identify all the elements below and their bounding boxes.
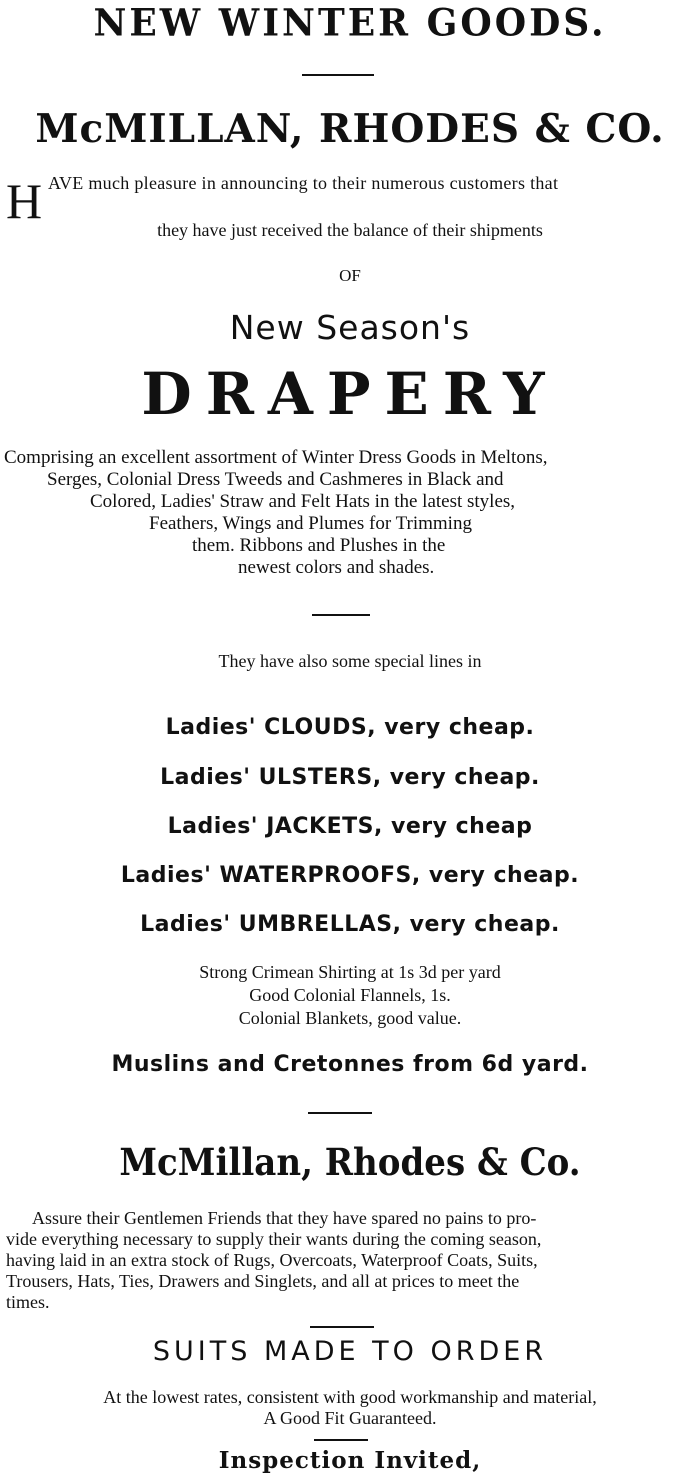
- drapery-title: DRAPERY: [141, 360, 559, 428]
- intro-line-1-text: AVE much pleasure in announcing to their numerous customers that: [48, 173, 559, 193]
- inspection-invited: Inspection Invited,: [218, 1447, 482, 1474]
- comprising-line: Serges, Colonial Dress Tweeds and Cashmeres in Black and: [47, 469, 504, 490]
- special-line-umbrellas: Ladies' UMBRELLAS, very cheap.: [140, 912, 560, 937]
- divider-rule: [312, 614, 370, 616]
- of-line: OF: [339, 266, 361, 285]
- season-title: New Season's: [229, 308, 471, 347]
- firm-name: McMILLAN, RHODES & CO.: [35, 106, 665, 152]
- muslins-line: Muslins and Cretonnes from 6d yard.: [111, 1052, 589, 1077]
- comprising-line: Colored, Ladies' Straw and Felt Hats in the latest styles,: [90, 491, 516, 512]
- headline: NEW WINTER GOODS.: [93, 0, 607, 46]
- special-line-jackets: Ladies' JACKETS, very cheap: [167, 814, 533, 839]
- comprising-line: newest colors and shades.: [238, 557, 435, 578]
- intro-line-2: they have just received the balance of their shipments: [157, 220, 543, 240]
- divider-rule: [308, 1112, 372, 1114]
- blankets-line: Colonial Blankets, good value.: [238, 1008, 462, 1028]
- comprising-line: them. Ribbons and Plushes in the: [192, 535, 446, 556]
- intro-line-1: [6, 173, 696, 194]
- special-intro: They have also some special lines in: [218, 651, 482, 671]
- assure-line: Trousers, Hats, Ties, Drawers and Singlets, and all at prices to meet the: [6, 1271, 520, 1291]
- special-line-waterproofs: Ladies' WATERPROOFS, very cheap.: [120, 863, 580, 888]
- flannels-line: Good Colonial Flannels, 1s.: [249, 985, 451, 1005]
- fit-guaranteed-line: A Good Fit Guaranteed.: [263, 1408, 437, 1428]
- assure-paragraph: [6, 1208, 694, 1313]
- rates-line: At the lowest rates, consistent with good workmanship and material,: [103, 1387, 597, 1407]
- divider-rule: [314, 1439, 368, 1441]
- shirting-line: Strong Crimean Shirting at 1s 3d per yard: [199, 962, 501, 982]
- drop-cap: H: [6, 173, 43, 229]
- special-line-clouds: Ladies' CLOUDS, very cheap.: [165, 715, 535, 740]
- comprising-line: Feathers, Wings and Plumes for Trimming: [149, 513, 472, 534]
- firm-name-2: McMillan, Rhodes & Co.: [119, 1140, 581, 1184]
- divider-rule: [302, 74, 374, 76]
- special-line-ulsters: Ladies' ULSTERS, very cheap.: [160, 765, 540, 790]
- assure-line: having laid in an extra stock of Rugs, Overcoats, Waterproof Coats, Suits,: [6, 1250, 538, 1270]
- assure-line: vide everything necessary to supply their wants during the coming season,: [6, 1229, 542, 1249]
- suits-heading: SUITS MADE TO ORDER: [152, 1336, 548, 1367]
- assure-line: times.: [6, 1292, 50, 1312]
- comprising-line: Comprising an excellent assortment of Winter Dress Goods in Meltons,: [4, 447, 548, 468]
- assure-line: Assure their Gentlemen Friends that they have spared no pains to pro-: [32, 1208, 537, 1228]
- divider-rule: [310, 1326, 374, 1328]
